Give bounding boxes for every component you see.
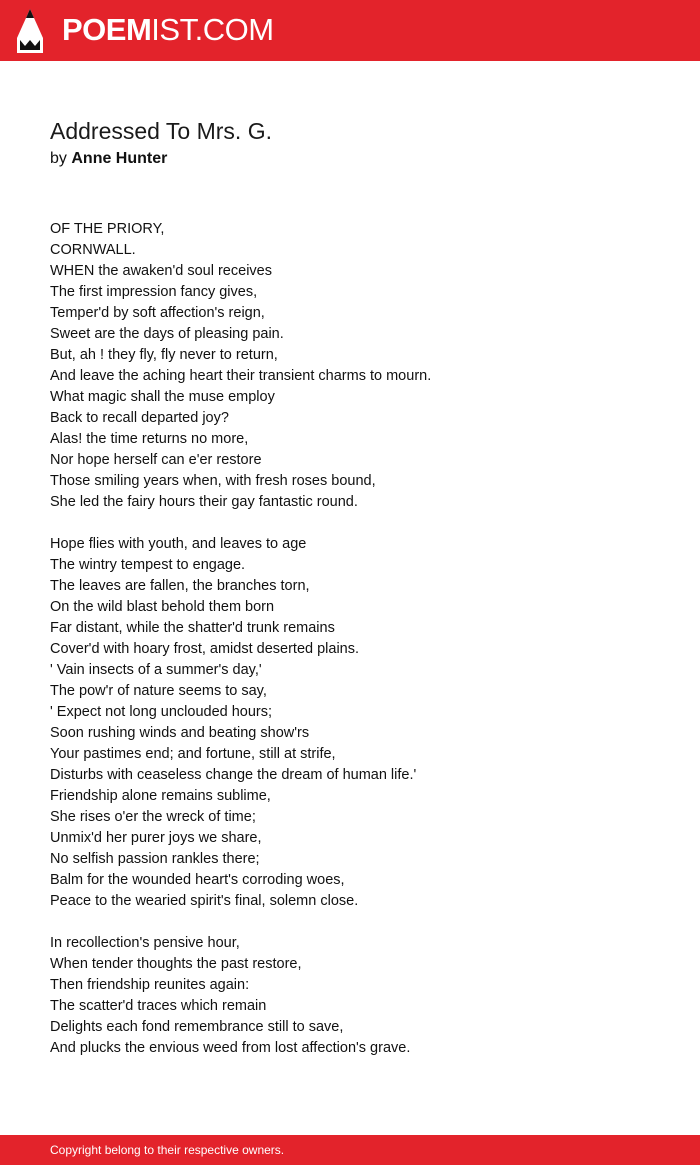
poem-line: What magic shall the muse employ [50, 389, 275, 405]
poem-line: Balm for the wounded heart's corroding woes, [50, 872, 345, 888]
poem-line: Friendship alone remains sublime, [50, 788, 271, 804]
poem-stanza [50, 534, 670, 912]
poem-line: Back to recall departed joy? [50, 410, 229, 426]
poem-body [50, 219, 670, 1080]
poem-line: Delights each fond remembrance still to save, [50, 1019, 344, 1035]
poem-line: Sweet are the days of pleasing pain. [50, 326, 284, 342]
poem-line: In recollection's pensive hour, [50, 935, 240, 951]
pencil-icon[interactable] [16, 9, 44, 53]
poem-line: The first impression fancy gives, [50, 284, 258, 300]
poem-line: And leave the aching heart their transient charms to mourn. [50, 368, 432, 384]
copyright-text: Copyright belong to their respective owners. [50, 1143, 285, 1157]
poem-line: No selfish passion rankles there; [50, 851, 260, 867]
poem-line: She led the fairy hours their gay fantastic round. [50, 494, 358, 510]
poem-line: The pow'r of nature seems to say, [50, 683, 267, 699]
site-logo[interactable] [62, 10, 274, 50]
author-name: Anne Hunter [71, 150, 168, 167]
poem-line: Unmix'd her purer joys we share, [50, 830, 262, 846]
brand-light: IST.COM [151, 12, 274, 47]
poem-line: And plucks the envious weed from lost affection's grave. [50, 1040, 411, 1056]
poem-title: Addressed To Mrs. G. [50, 118, 272, 144]
poem-line: The wintry tempest to engage. [50, 557, 246, 573]
poem-line: The leaves are fallen, the branches torn, [50, 578, 310, 594]
site-footer [0, 1135, 700, 1165]
poem-line: CORNWALL. [50, 242, 136, 258]
poem-line: Temper'd by soft affection's reign, [50, 305, 265, 321]
poem-line: Hope flies with youth, and leaves to age [50, 536, 307, 552]
poem-line: ' Vain insects of a summer's day,' [50, 662, 262, 678]
by-label: by [50, 150, 67, 167]
poem-line: Then friendship reunites again: [50, 977, 250, 993]
poem-line: But, ah ! they fly, fly never to return, [50, 347, 278, 363]
poem-line: Those smiling years when, with fresh roses bound, [50, 473, 376, 489]
poem-line: Nor hope herself can e'er restore [50, 452, 262, 468]
poem-stanza [50, 219, 670, 513]
poem-line: Soon rushing winds and beating show'rs [50, 725, 310, 741]
poem-line: OF THE PRIORY, [50, 221, 165, 237]
site-header [0, 0, 700, 61]
poem-line: WHEN the awaken'd soul receives [50, 263, 272, 279]
poem-line: The scatter'd traces which remain [50, 998, 267, 1014]
byline [50, 148, 167, 170]
poem-line: ' Expect not long unclouded hours; [50, 704, 273, 720]
poem-line: Alas! the time returns no more, [50, 431, 249, 447]
poem-stanza [50, 933, 670, 1059]
poem-line: Peace to the wearied spirit's final, solemn close. [50, 893, 359, 909]
poem-line: Cover'd with hoary frost, amidst deserted plains. [50, 641, 360, 657]
poem-line: On the wild blast behold them born [50, 599, 275, 615]
poem-line: Your pastimes end; and fortune, still at strife, [50, 746, 336, 762]
poem-line: Far distant, while the shatter'd trunk remains [50, 620, 335, 636]
poem-line: When tender thoughts the past restore, [50, 956, 302, 972]
brand-bold: POEM [62, 12, 152, 47]
poem-line: She rises o'er the wreck of time; [50, 809, 256, 825]
poem-line: Disturbs with ceaseless change the dream of human life.' [50, 767, 417, 783]
